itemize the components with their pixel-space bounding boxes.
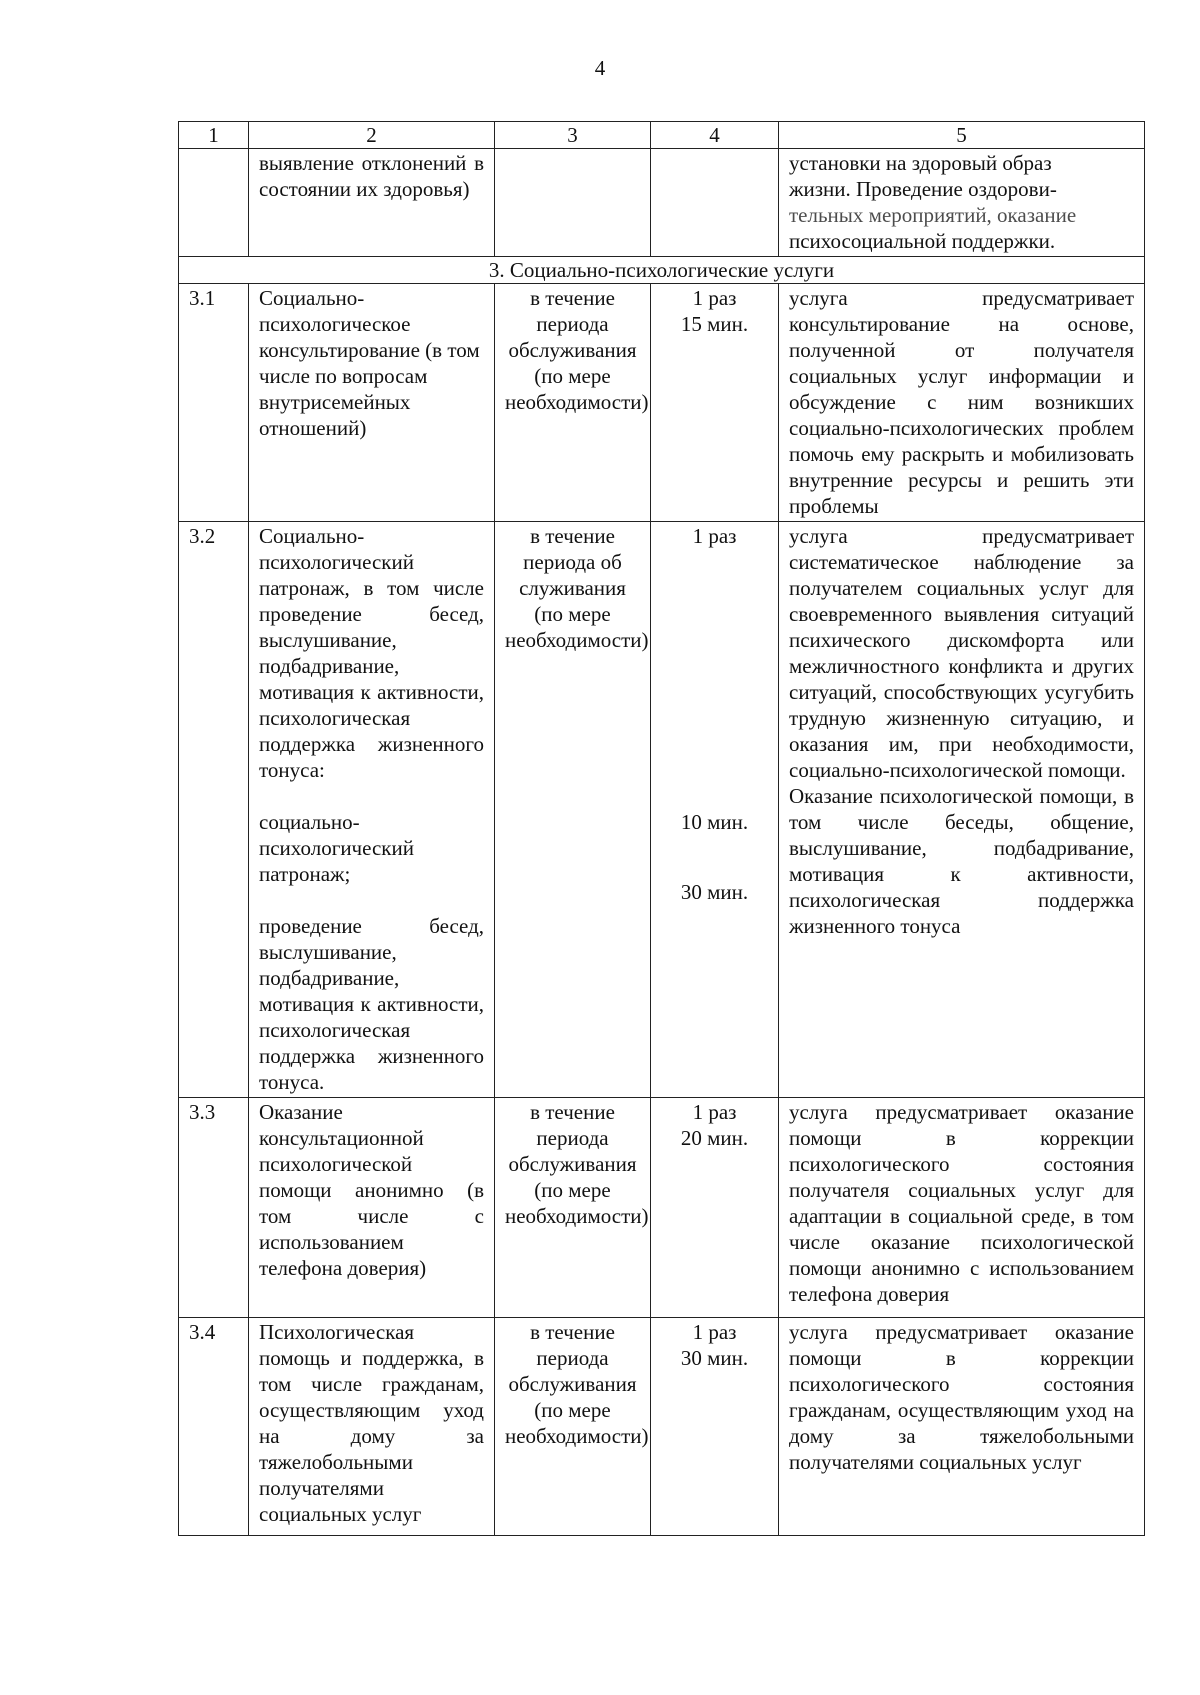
- service-name-sub1: социально-психологический патронаж;: [259, 810, 414, 886]
- service-period: в течение периода обслуживания (по мере необходимости): [495, 1318, 651, 1536]
- header-col-3: 3: [495, 122, 651, 149]
- section-row: [179, 257, 1145, 284]
- service-name: Социально-психологическое консультирование (в том числе по вопросам внутрисемейных отношений): [249, 284, 495, 522]
- continued-row: [179, 149, 1145, 257]
- continued-description-line: тельных мероприятий, оказание: [789, 203, 1077, 227]
- header-row: [179, 122, 1145, 149]
- service-description: услуга предусматривает оказание помощи в коррекции психологического состояния получателя социальных услуг для адаптации в социальной среде, в том числе оказание психологической помощи анонимно с использованием телефона доверия: [779, 1098, 1145, 1318]
- service-name-sub2: проведение бесед, выслушивание, подбадривание, мотивация к активности, психологическая поддержка жизненного тонуса.: [259, 914, 484, 1094]
- header-col-4: 4: [651, 122, 779, 149]
- header-col-2: 2: [249, 122, 495, 149]
- continued-norm: [651, 149, 779, 257]
- service-name: [249, 522, 495, 1098]
- continued-description-line: жизни. Проведение оздорови-: [789, 177, 1057, 201]
- continued-num: [179, 149, 249, 257]
- continued-description-line: психосоциальной поддержки.: [789, 229, 1056, 253]
- norm-frequency: 1 раз: [692, 286, 737, 310]
- page-number: 4: [594, 56, 606, 80]
- service-norm: [651, 522, 779, 1098]
- service-row-3-3: [179, 1098, 1145, 1318]
- service-period: в течение периода обслуживания (по мере необходимости): [495, 1098, 651, 1318]
- service-norm: [651, 284, 779, 522]
- header-col-1: 1: [179, 122, 249, 149]
- norm-duration: 15 мин.: [680, 312, 749, 336]
- header-col-5: 5: [779, 122, 1145, 149]
- service-norm: [651, 1318, 779, 1536]
- service-num: 3.4: [179, 1318, 249, 1536]
- norm-duration: 20 мин.: [680, 1126, 749, 1150]
- section-title: 3. Социально-психологические услуги: [179, 257, 1145, 284]
- norm-duration-sub2: 30 мин.: [680, 880, 749, 904]
- continued-description-line: установки на здоровый образ: [789, 151, 1052, 175]
- service-description-extra: Оказание психологической помощи, в том числе беседы, общение, выслушивание, подбадривание, мотивация к активности, психологическая поддержка жизненного тонуса: [789, 784, 1134, 938]
- service-name: Психологическая помощь и поддержка, в том числе гражданам, осуществляющим уход на дому за тяжелобольными получателями социальных услуг: [249, 1318, 495, 1536]
- service-description-main: услуга предусматривает систематическое наблюдение за получателем социальных услуг для своевременного выявления ситуаций психического дискомфорта или межличностного конфликта и других ситуаций, способствующих усугубить трудную жизненную ситуацию, и оказания им, при необходимости, социально-психологической помощи.: [789, 524, 1134, 782]
- service-norm: [651, 1098, 779, 1318]
- service-row-3-4: [179, 1318, 1145, 1536]
- service-num: 3.3: [179, 1098, 249, 1318]
- service-name-main: Социально-психологический патронаж, в том числе проведение бесед, выслушивание, подбадривание, мотивация к активности, психологическая поддержка жизненного тонуса:: [259, 524, 484, 782]
- service-name: Оказание консультационной психологической помощи анонимно (в том числе с использованием телефона доверия): [249, 1098, 495, 1318]
- service-row-3-2: [179, 522, 1145, 1098]
- service-num: 3.2: [179, 522, 249, 1098]
- norm-frequency: 1 раз: [692, 1320, 737, 1344]
- service-period: в течение периода об служивания (по мере необходимости): [495, 522, 651, 1098]
- norm-duration: 30 мин.: [680, 1346, 749, 1370]
- service-num: 3.1: [179, 284, 249, 522]
- service-period: в течение периода обслуживания (по мере необходимости): [495, 284, 651, 522]
- services-table: [178, 121, 1145, 1536]
- service-description: услуга предусматривает оказание помощи в коррекции психологического состояния гражданам, осуществляющим уход на дому за тяжелобольными получателями социальных услуг: [779, 1318, 1145, 1536]
- service-row-3-1: [179, 284, 1145, 522]
- norm-duration-sub1: 10 мин.: [680, 810, 749, 834]
- service-description: [779, 522, 1145, 1098]
- continued-name: выявление отклонений в состоянии их здоровья): [249, 149, 495, 257]
- continued-period: [495, 149, 651, 257]
- norm-frequency: 1 раз: [692, 524, 737, 548]
- continued-description: [779, 149, 1145, 257]
- service-description: услуга предусматривает консультирование на основе, полученной от получателя социальных услуг информации и обсуждение с ним возникших социально-психологических проблем помочь ему раскрыть и мобилизовать внутренние ресурсы и решить эти проблемы: [779, 284, 1145, 522]
- norm-frequency: 1 раз: [692, 1100, 737, 1124]
